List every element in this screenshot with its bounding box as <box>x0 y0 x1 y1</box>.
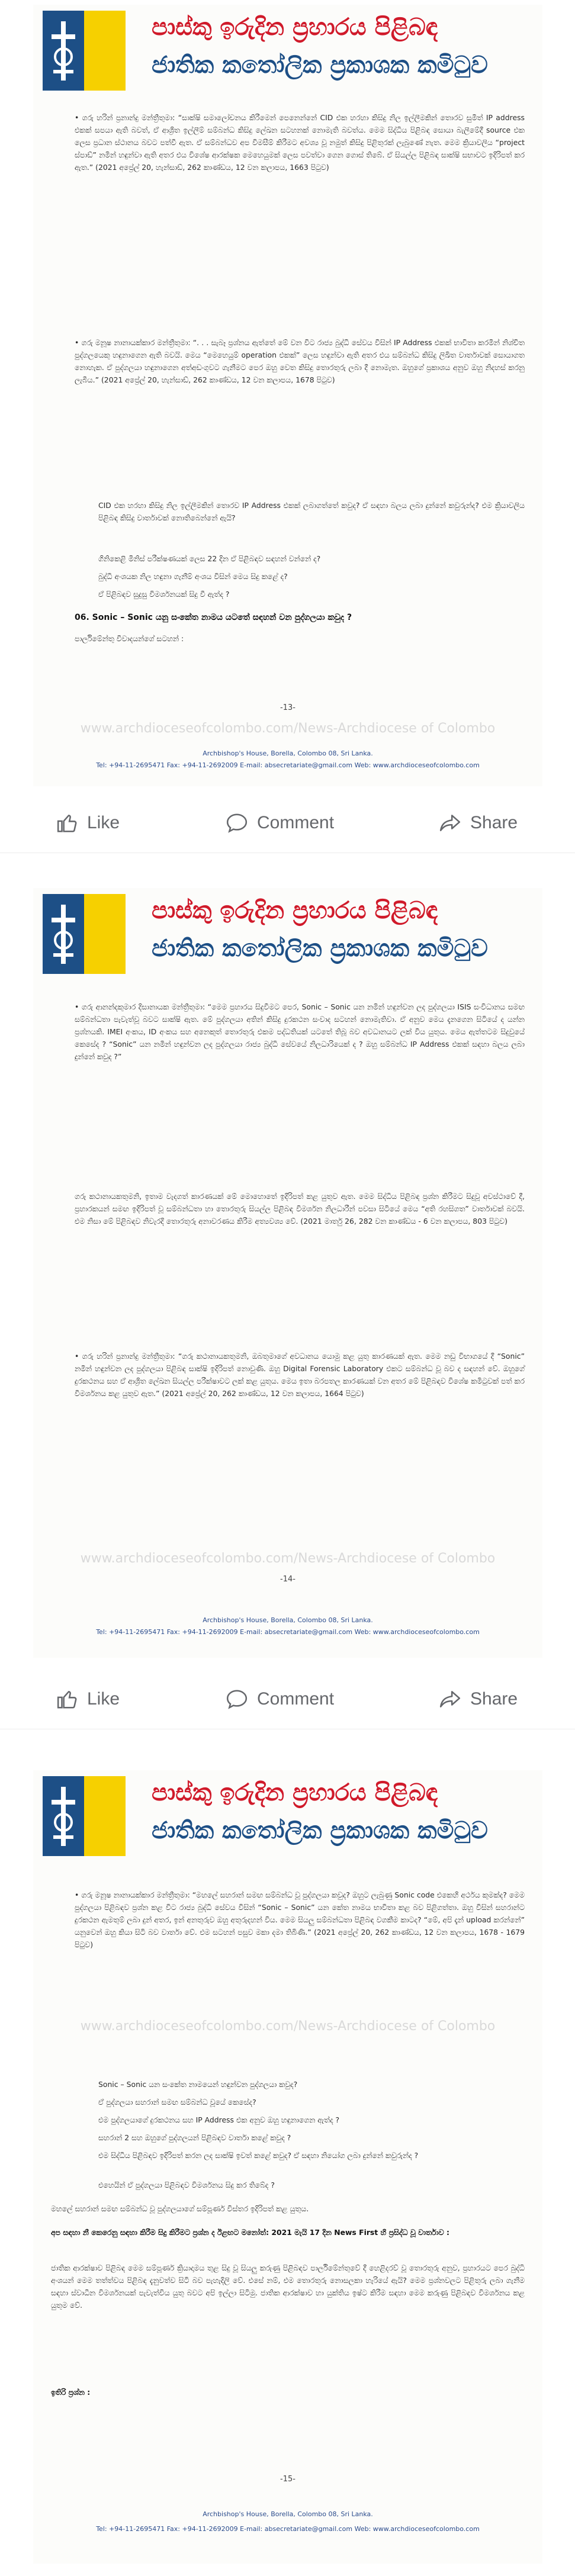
comment-button[interactable] <box>225 1687 334 1711</box>
comment-icon <box>225 812 249 834</box>
header-title-line2: ජාතික කතෝලික ප්‍රකාශක කමිටුව <box>152 1816 488 1844</box>
bullet-item: ඒ පුද්ගලයා සහරාන් සමඟ සම්බන්ධ වූයේ කෙසේද? <box>98 2098 256 2107</box>
section-heading: අප සඳහා නී කෙරෙනු සඳහා කිරීම සිදු කිරීමට ප්‍රශ්න ද ඊළඟට මනෝත්: 2021 මැයි 17 දින News First හි ප්‍රසිද්ධ වූ වාර්තාව : <box>51 2228 449 2237</box>
share-label: Share <box>470 1689 518 1709</box>
header-title-line1: පාස්කු ඉරුදින ප්‍රහාරය පිළිබඳ <box>152 1779 438 1806</box>
logo <box>43 894 126 974</box>
logo <box>43 11 126 91</box>
paragraph: • ගරු ආනන්දකුමාර දිසානායක මන්ත්‍රීතුමා: “මෙම ප්‍රහාරය සිදුවීමට පෙර, Sonic – Sonic යන නමින් හඳුන්වන ලද පුද්ගලයා ISIS සංවිධානය සමඟ සම්බන්ධතා පැවැත්වූ බවට සාක්ෂි ඇත. මේ පුද්ගලයා අතින් කිසිදු දුරකථන සංවාද සටහන් නොමැතිවා. ඒ අනුව මෙය දැනගෙන සිටියේ ද යන්න ප්‍රශ්නයකි. IMEI අංකය, ID අංකය සහ අනෙකුත් තොරතුරු එකම පද්ධතියක් යටතේ තිබූ බව අවධානයට ලක් විය යුතුය. මෙය ඇත්තටම සිදුවුයේ කෙසේද ? “Sonic” යන නමින් හඳුන්වන ලද පුද්ගලයා රාජ්‍ය බුද්ධි සේවයේ නිලධාරියෙක් ද ? ඔහු සම්බන්ධ IP Address එකක් සඳහා බලය ලබා දුන්නේ කවුද ?” <box>75 1002 525 1061</box>
like-label: Like <box>87 813 120 832</box>
comment-icon <box>225 1688 249 1710</box>
post-page-13 <box>0 0 575 853</box>
share-button[interactable] <box>438 811 518 835</box>
footer-contacts: Tel: +94-11-2695471 Fax: +94-11-2692009 E-mail: absecretariate@gmail.com Web: www.archdioceseofcolombo.com <box>96 2525 480 2533</box>
page-header <box>33 1770 542 1859</box>
footer-address: Archbishop's House, Borella, Colombo 08, Sri Lanka. <box>203 1616 373 1624</box>
watermark: www.archdioceseofcolombo.com/News-Archdiocese of Colombo <box>80 1551 496 1566</box>
watermark: www.archdioceseofcolombo.com/News-Archdiocese of Colombo <box>80 721 496 736</box>
paragraph: • ගරු මනූෂ නානායක්කාර මන්ත්‍රීතුමා: “. . . සැබෑ ප්‍රශ්නය ඇත්තේ මේ වන විට රාජ්‍ය බුද්ධි සේවය විසින් IP Address එකක් භාවිතා කරමින් නිශ්චිත පුද්ගලයෙකු හඳුනාගෙන ඇති බවයි. මෙය “මෙහෙයුම් operation එකක්” ලෙස හඳුන්වා ඇති අතර එය සම්බන්ධ කිසිදු ලිඛිත වාර්තාවක් සොයාගත නොහැක. ඒ පුද්ගලයා හඳුනාගෙන අත්අඩංගුවට ගැනීමට පෙර ඔහු වෙත කිසිදු තොරතුරු ලබා දී නොමැත. ඔහුගේ ප්‍රකාශය අනුව ඔහු නිදහස් කරනු ලැබීය.” (2021 අප්‍රේල් 20, හැන්සාඩ්, 262 කාණ්ඩය, 12 වන කලාපය, 1678 පිටුව) <box>75 338 525 384</box>
header-title-line2: ජාතික කතෝලික ප්‍රකාශක කමිටුව <box>152 51 488 79</box>
cross-keys-icon <box>49 1787 78 1846</box>
closing-heading: ඉතිරි ප්‍රශ්න : <box>51 2388 91 2397</box>
bullet-item: Sonic – Sonic යන සංකේත නාමයෙන් හඳුන්වන පුද්ගලයා කවුද? <box>98 2080 298 2089</box>
cross-keys-icon <box>49 21 78 81</box>
paragraph: ජාතික ආරක්ෂාව පිළිබඳ මෙම සම්පූර්ණ ක්‍රියාදාමය තුළ සිදු වූ සියලු කරුණු පිළිබඳව පාර්ලිමේන්තුවේ දී හෙළිදරව් වූ තොරතුරු අනුව, ප්‍රහාරයට පෙර බුද්ධි අංශයන් මෙම තත්ත්වය පිළිබඳ දැනුවත්ව සිටි බව පැහැදිලි වේ. එසේ නම්, එම තොරතුරු නොසලකා හැරියේ ඇයි? මෙම ප්‍රශ්නවලට පිළිතුරු ලබා ගැනීම සඳහා ස්වාධීන විමර්ශනයක් පැවැත්විය යුතු බවට අපි ඉල්ලා සිටිමු. ජාතික ආරක්ෂාව හා යුක්තිය ඉෂ්ට කිරීම සඳහා මෙම කරුණු පිළිබඳව විමර්ශනය කළ යුතුම වේ. <box>51 2263 525 2310</box>
bullet-item: එම පුද්ගලයාගේ දුරකථනය සහ IP Address එක අනුව ඔහු හඳුනාගෙන ඇත්ද ? <box>98 2115 340 2124</box>
footer-address: Archbishop's House, Borella, Colombo 08, Sri Lanka. <box>203 2510 373 2518</box>
footer-contacts: Tel: +94-11-2695471 Fax: +94-11-2692009 E-mail: absecretariate@gmail.com Web: www.archdioceseofcolombo.com <box>96 1628 480 1636</box>
bullet-item: බුද්ධි අංශයක නිල හඳුනා ගැනීම් අංශය විසින් මෙය සිදු කළේ ද? <box>98 572 288 581</box>
cross-keys-icon <box>49 905 78 964</box>
thumbs-up-icon <box>56 812 79 834</box>
bullet-item: ගිනිකෙළි මිනිස් පරීක්ෂණයක් ලෙස 22 දින ඒ පිළිබඳව සඳහන් වන්නේ ද? <box>98 554 321 563</box>
paragraph: • ගරු හරින් ප්‍රනාන්දු මන්ත්‍රීතුමා: “සාක්ෂි සමාලෝචනය කිරීමෙන් පෙනෙන්නේ CID එක හරහා කිසිදු නිල ඉල්ලීමකින් තොරව සුමිත් IP address එකක් සපයා ඇති බවත්, ඒ ආශ්‍රිත ඉල්ලීම් සම්බන්ධ කිසිදු ලේඛන සටහනක් නොමැති බවත්ය. මෙම සිද්ධිය පිළිබඳ සොයා බැලීමේදී source එක ලෙස ප්‍රධාන ස්ථානය බවට පත්වී ඇත. ඒ සම්බන්ධව අප විමසීම් කිරීමට අවශ්‍ය වූ නමුත් කිසිදු පිළිතුරක් ලැබුණේ නැත. මෙම ක්‍රියාවලිය “project ස්පාඩ්” නමින් හඳුන්වා ඇති අතර එය විශේෂ ආරක්ෂක මෙහෙයුමක් ලෙස පවත්වා ගෙන ගොස් තිබේ. ඒ සියල්ල පිළිබඳ සාක්ෂි සභාවට ඉදිරිපත් කර ඇත.” (2021 අප්‍රේල් 20, හැන්සාඩ්, 262 කාණ්ඩය, 12 වන කලාපය, 1663 පිටුව) <box>75 113 525 172</box>
post-actions <box>0 1670 575 1729</box>
document-page <box>33 5 542 786</box>
logo <box>43 1776 126 1856</box>
page-header <box>33 5 542 94</box>
document-page <box>33 888 542 1658</box>
paragraph: මහලේ සහරාන් සමඟ සම්බන්ධ වූ පුද්ගලයාගේ සම්පූර්ණ විස්තර ඉදිරිපත් කළ යුතුය. <box>51 2204 309 2213</box>
post-page-15 <box>0 1770 575 2576</box>
post-page-14 <box>0 888 575 1729</box>
document-page <box>33 1770 542 2564</box>
thumbs-up-icon <box>56 1688 79 1710</box>
like-button[interactable] <box>56 811 120 835</box>
watermark: www.archdioceseofcolombo.com/News-Archdiocese of Colombo <box>80 2019 496 2034</box>
share-label: Share <box>470 813 518 832</box>
bullet-item: එහෙයින් ඒ පුද්ගලයා පිළිබඳව විමර්ශනය සිදු කර තිබේද ? <box>98 2181 275 2189</box>
comment-label: Comment <box>257 813 335 832</box>
section-question: 06. Sonic – Sonic යනු සංකේත නාමය යටතේ සඳහන් වන පුද්ගලයා කවුද ? <box>75 613 352 622</box>
share-icon <box>438 1688 462 1710</box>
bullet-item: සහරාන් 2 සහ ඔහුගේ පුද්ගලයන් පිළිබඳව වාර්තා කළේ කවුද ? <box>98 2133 291 2142</box>
like-label: Like <box>87 1689 120 1709</box>
share-icon <box>438 812 462 834</box>
page-number: -13- <box>280 703 295 712</box>
paragraph: • ගරු හරින් ප්‍රනාන්දු මන්ත්‍රීතුමා: “ගරු කථානායකතුමනි, ඔබතුමාගේ අවධානය යොමු කළ යුතු කාරණයක් ඇත. මෙම නඩු විභාගයේ දී “Sonic” නමින් හඳුන්වන ලද පුද්ගලයා පිළිබඳ සාක්ෂි ඉදිරිපත් නොවුණි. ඔහු Digital Forensic Laboratory එකට සම්බන්ධ වූ බව ද සඳහන් වේ. ඔහුගේ දුරකථනය සහ ඒ ආශ්‍රිත ලේඛන සියල්ල පරීක්ෂාවට ලක් කළ යුතුය. මෙය ඉතා බරපතල කාරණයක් වන අතර මේ පිළිබඳව විශේෂ කමිටුවක් පත් කර විමර්ශනය කළ යුතුව ඇත.” (2021 අප්‍රේල් 20, 262 කාණ්ඩය, 12 වන කලාපය, 1664 පිටුව) <box>75 1352 525 1398</box>
bullet-item: ඒ පිළිබඳව සුදුසු විමර්ශනයක් සිදු වී ඇත්ද ? <box>98 590 230 599</box>
header-title-line1: පාස්කු ඉරුදින ප්‍රහාරය පිළිබඳ <box>152 13 438 41</box>
header-title-line2: ජාතික කතෝලික ප්‍රකාශක කමිටුව <box>152 934 488 962</box>
footer-address: Archbishop's House, Borella, Colombo 08, Sri Lanka. <box>203 750 373 757</box>
page-header <box>33 888 542 977</box>
section-subtitle: පාර්ලිමේන්තු විවාදයන්ගේ සටහන් : <box>75 634 184 643</box>
paragraph: • ගරු මනූෂ නානායක්කාර මන්ත්‍රීතුමා: “මහලේ සහරාන් සමඟ සම්බන්ධ වූ පුද්ගලයා කවුද? ඔහුට ලැබුණු Sonic code එකෙහි අර්ථය කුමක්ද? මෙම පුද්ගලයා පිළිබඳව ප්‍රශ්න කළ විට රාජ්‍ය බුද්ධි සේවය විසින් “Sonic – Sonic” යන කේත නාමය භාවිතා කළ බව පිළිගත්තා. ඔහු විසින් සහරාන්ට දුරකථන ඇමතුම් ලබා දුන් අතර, ඉන් අනතුරුව ඔහු අතුරුදහන් විය. මෙම සියලු සම්බන්ධතා පිළිබඳ වගකීම කාටද? “මේ, අපි දැන් upload කරන්නේ” යනුවෙන් ඔහු කියා සිටි බව වාර්තා වේ. එම සටහන් පසුව මකා දමා තිබිණි.” (2021 අප්‍රේල් 20, 262 කාණ්ඩය, 12 වන කලාපය, 1678 - 1679 පිටුව) <box>75 1890 525 1949</box>
page-number: -14- <box>280 1575 295 1584</box>
header-title-line1: පාස්කු ඉරුදින ප්‍රහාරය පිළිබඳ <box>152 896 438 924</box>
post-actions <box>0 793 575 853</box>
bullet-item: CID එක හරහා කිසිදු නිල ඉල්ලීමකින් තොරව IP Address එකක් ලබාගත්තේ කවුද? ඒ සඳහා බලය ලබා දුන්නේ කවුරුන්ද? එම ක්‍රියාවලිය පිළිබඳ කිසිදු වාර්තාවක් නොතිබෙන්නේ ඇයි? <box>98 501 525 522</box>
like-button[interactable] <box>56 1687 120 1711</box>
paragraph: ගරු කථානායකතුමනි, ඉතාම වැදගත් කාරණයක් මේ මොහොතේ ඉදිරිපත් කළ යුතුව ඇත. මෙම සිද්ධිය පිළිබඳ ප්‍රශ්න කිරීමට සිදුවූ අවස්ථාවේ දී, ප්‍රහාරකයන් සමඟ ඉදිරිපත් වූ සම්බන්ධතා හා තොරතුරු සියල්ල පිළිබඳ විමර්ශන නිලධාරීන් පවසා සිටියේ මෙය “අති රහසිගත” වාර්තාවක් බවයි. එම නිසා මේ පිළිබඳව නිවැරදි තොරතුරු අනාවරණය කිරීම අත්‍යවශ්‍ය වේ. (2021 මාර්තු 26, 282 වන කාණ්ඩය - 6 වන කලාපය, 803 පිටුව) <box>75 1192 525 1226</box>
comment-label: Comment <box>257 1689 335 1709</box>
bullet-item: එම සිද්ධිය පිළිබඳව ඉදිරිපත් කරන ලද සාක්ෂි ඉවත් කළේ කවුද? ඒ සඳහා නියෝග ලබා දුන්නේ කවුරුන්ද ? <box>98 2151 419 2160</box>
comment-button[interactable] <box>225 811 334 835</box>
share-button[interactable] <box>438 1687 518 1711</box>
footer-contacts: Tel: +94-11-2695471 Fax: +94-11-2692009 E-mail: absecretariate@gmail.com Web: www.archdioceseofcolombo.com <box>96 761 480 769</box>
page-number: -15- <box>280 2475 295 2484</box>
